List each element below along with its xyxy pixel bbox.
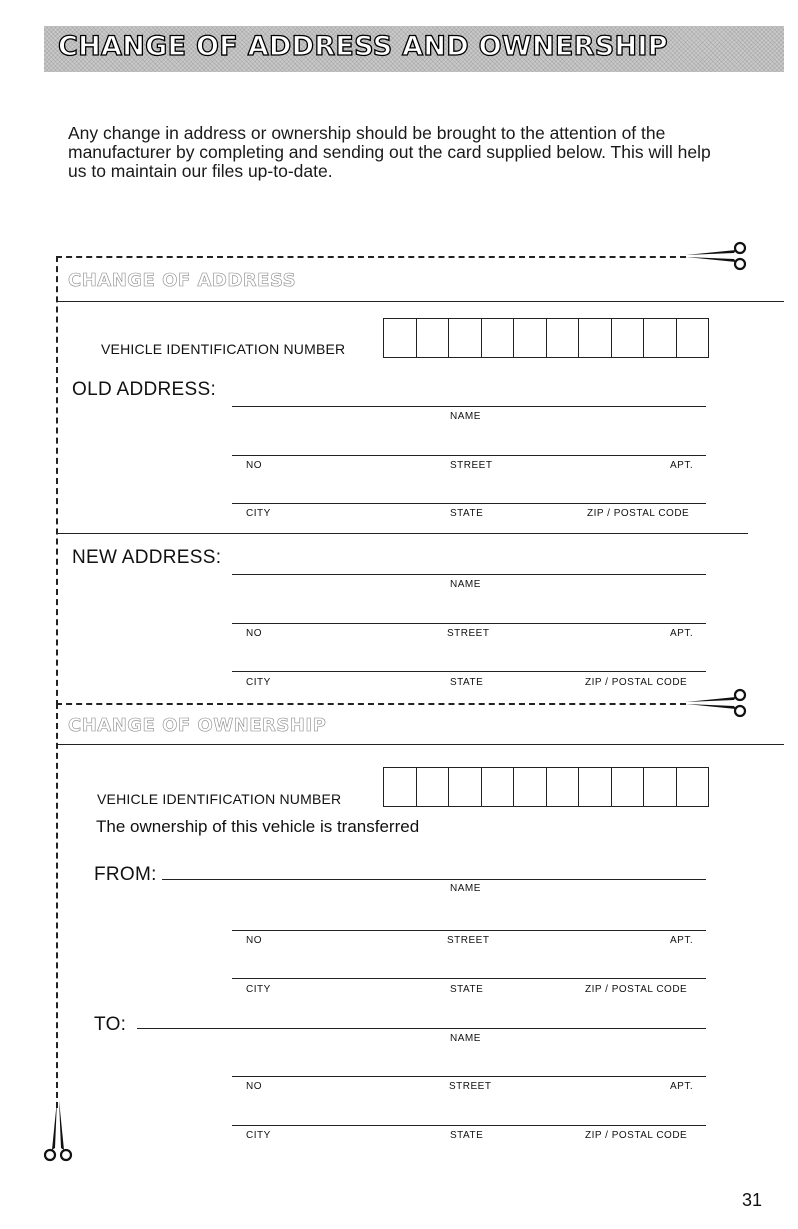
from-name-caption: NAME (450, 883, 481, 894)
new-state-caption: STATE (450, 677, 484, 688)
address-divider (58, 533, 748, 534)
cut-line-left (56, 256, 58, 706)
scissors-icon (42, 1098, 74, 1164)
new-name-field[interactable] (232, 574, 706, 575)
new-street-caption: STREET (447, 628, 490, 639)
new-zip-caption: ZIP / POSTAL CODE (585, 677, 688, 688)
to-name-field[interactable] (137, 1028, 706, 1029)
from-apt-caption: APT. (670, 935, 694, 946)
ownership-card-heading: CHANGE OF OWNERSHIP (68, 715, 327, 736)
to-street-field[interactable] (232, 1076, 706, 1077)
old-street-caption: STREET (450, 460, 493, 471)
old-apt-caption: APT. (670, 460, 694, 471)
old-no-caption: NO (246, 460, 262, 471)
address-card-fold-line (56, 301, 784, 302)
ownership-card-fold-line (56, 744, 784, 745)
old-state-caption: STATE (450, 508, 484, 519)
to-label: TO: (94, 1014, 127, 1035)
to-name-caption: NAME (450, 1033, 481, 1044)
new-no-caption: NO (246, 628, 262, 639)
page-number: 31 (742, 1190, 763, 1210)
cut-line-top (56, 256, 686, 258)
vin-label: VEHICLE IDENTIFICATION NUMBER (101, 341, 346, 357)
cut-line-middle (56, 703, 686, 705)
new-street-field[interactable] (232, 623, 706, 624)
address-card-heading: CHANGE OF ADDRESS (68, 270, 297, 291)
from-label: FROM: (94, 864, 157, 885)
vin-label: VEHICLE IDENTIFICATION NUMBER (97, 791, 342, 807)
scissors-icon (684, 240, 750, 272)
old-zip-caption: ZIP / POSTAL CODE (587, 508, 690, 519)
vin-input-boxes[interactable] (383, 318, 709, 358)
old-name-caption: NAME (450, 411, 481, 422)
vin-input-boxes[interactable] (383, 767, 709, 807)
from-street-caption: STREET (447, 935, 490, 946)
to-state-caption: STATE (450, 1130, 484, 1141)
new-city-field[interactable] (232, 671, 706, 672)
from-name-field[interactable] (162, 879, 706, 880)
transfer-statement: The ownership of this vehicle is transferred (96, 817, 420, 836)
to-no-caption: NO (246, 1081, 262, 1092)
old-address-label: OLD ADDRESS: (72, 379, 217, 400)
to-apt-caption: APT. (670, 1081, 694, 1092)
old-name-field[interactable] (232, 406, 706, 407)
from-no-caption: NO (246, 935, 262, 946)
from-zip-caption: ZIP / POSTAL CODE (585, 984, 688, 995)
old-street-field[interactable] (232, 455, 706, 456)
new-address-label: NEW ADDRESS: (72, 547, 222, 568)
to-zip-caption: ZIP / POSTAL CODE (585, 1130, 688, 1141)
new-name-caption: NAME (450, 579, 481, 590)
page-title: CHANGE OF ADDRESS AND OWNERSHIP (58, 31, 668, 62)
new-apt-caption: APT. (670, 628, 694, 639)
to-city-field[interactable] (232, 1125, 706, 1126)
intro-paragraph: Any change in address or ownership should be brought to the attention of the manufacturer by completing and sending out the card supplied below. This will help us to maintain our files up-to-date. (68, 123, 711, 181)
old-city-caption: CITY (246, 508, 271, 519)
from-street-field[interactable] (232, 930, 706, 931)
from-city-field[interactable] (232, 978, 706, 979)
to-city-caption: CITY (246, 1130, 271, 1141)
scissors-icon (684, 687, 750, 719)
old-city-field[interactable] (232, 503, 706, 504)
to-street-caption: STREET (449, 1081, 492, 1092)
from-state-caption: STATE (450, 984, 484, 995)
cut-line-left-lower (56, 703, 58, 1108)
from-city-caption: CITY (246, 984, 271, 995)
new-city-caption: CITY (246, 677, 271, 688)
